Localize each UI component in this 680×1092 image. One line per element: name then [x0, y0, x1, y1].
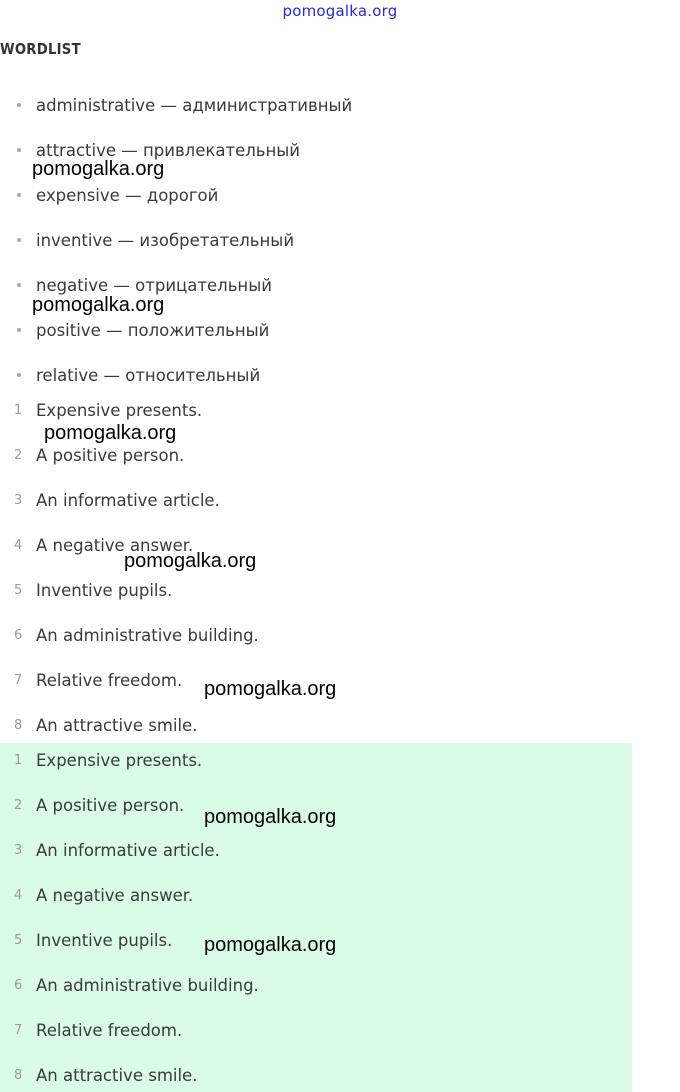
bullet-icon — [17, 193, 21, 197]
watermark: pomogalka.org — [204, 678, 337, 700]
answer-item-text: Relative freedom. — [36, 1020, 183, 1040]
item-number: 1 — [14, 402, 23, 418]
exercise-item-text: An attractive smile. — [36, 715, 198, 735]
wordlist-item-text: attractive — привлекательный — [36, 140, 301, 160]
wordlist-item-text: positive — положительный — [36, 320, 270, 340]
wordlist-item-text: negative — отрицательный — [36, 275, 272, 295]
bullet-icon — [17, 103, 21, 107]
item-number: 5 — [14, 932, 23, 948]
bullet-icon — [17, 148, 21, 152]
wordlist-item-text: administrative — административный — [36, 95, 353, 115]
exercise-item-text: A positive person. — [36, 445, 185, 465]
answer-item-text: A positive person. — [36, 795, 185, 815]
item-number: 6 — [14, 627, 23, 643]
item-number: 4 — [14, 887, 23, 903]
item-number: 3 — [14, 492, 23, 508]
watermark: pomogalka.org — [204, 806, 337, 828]
item-number: 8 — [14, 717, 23, 733]
watermark: pomogalka.org — [44, 422, 177, 444]
exercise-item-text: Relative freedom. — [36, 670, 183, 690]
item-number: 4 — [14, 537, 23, 553]
item-number: 7 — [14, 1022, 23, 1038]
watermark: pomogalka.org — [32, 158, 165, 180]
watermark: pomogalka.org — [32, 294, 165, 316]
answer-item-text: Expensive presents. — [36, 750, 203, 770]
watermark: pomogalka.org — [124, 550, 257, 572]
item-number: 6 — [14, 977, 23, 993]
answer-item-text: An administrative building. — [36, 975, 259, 995]
answer-item-text: Inventive pupils. — [36, 930, 173, 950]
answer-item-text: An informative article. — [36, 840, 220, 860]
bullet-icon — [17, 238, 21, 242]
exercise-item-text: Expensive presents. — [36, 400, 203, 420]
site-watermark-header: pomogalka.org — [282, 2, 398, 20]
item-number: 8 — [14, 1067, 23, 1083]
item-number: 5 — [14, 582, 23, 598]
bullet-icon — [17, 373, 21, 377]
exercise-item-text: An administrative building. — [36, 625, 259, 645]
wordlist-item-text: inventive — изобретательный — [36, 230, 295, 250]
wordlist-item-text: relative — относительный — [36, 365, 261, 385]
section-title: WORDLIST — [0, 40, 81, 58]
bullet-icon — [17, 283, 21, 287]
watermark: pomogalka.org — [204, 934, 337, 956]
exercise-item-text: A negative answer. — [36, 535, 194, 555]
exercise-item-text: Inventive pupils. — [36, 580, 173, 600]
bullet-icon — [17, 328, 21, 332]
answer-item-text: A negative answer. — [36, 885, 194, 905]
item-number: 2 — [14, 797, 23, 813]
item-number: 2 — [14, 447, 23, 463]
item-number: 3 — [14, 842, 23, 858]
item-number: 7 — [14, 672, 23, 688]
exercise-item-text: An informative article. — [36, 490, 220, 510]
answer-item-text: An attractive smile. — [36, 1065, 198, 1085]
item-number: 1 — [14, 752, 23, 768]
wordlist-item-text: expensive — дорогой — [36, 185, 219, 205]
